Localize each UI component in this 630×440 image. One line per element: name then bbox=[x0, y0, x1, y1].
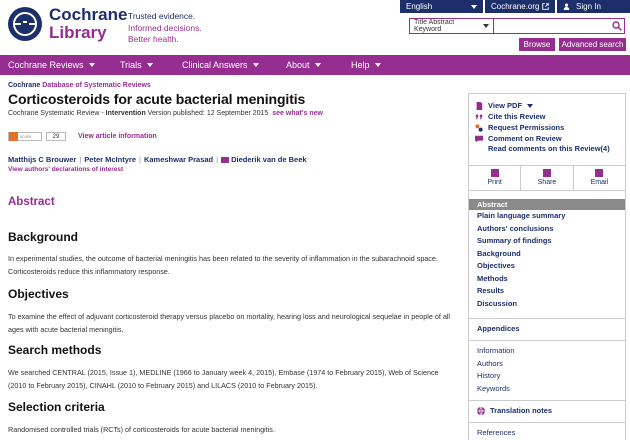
browse-row bbox=[515, 38, 626, 51]
comment-review-button[interactable] bbox=[475, 133, 625, 144]
references-group bbox=[469, 422, 625, 440]
share-label: Print bbox=[487, 179, 502, 186]
declarations-link[interactable]: View authors' declarations of interest bbox=[8, 166, 124, 173]
main-nav bbox=[0, 55, 630, 75]
search-field-label: Title Abstract Keyword bbox=[414, 19, 455, 33]
author-link[interactable]: Kameshwar Prasad bbox=[143, 155, 214, 164]
altmetric-icon bbox=[9, 132, 18, 141]
author-link[interactable]: Diederik van de Beek bbox=[231, 155, 307, 164]
whats-new-link[interactable]: see what's new bbox=[272, 110, 323, 117]
toc-item[interactable]: Keywords bbox=[477, 383, 510, 393]
toc-item[interactable]: Methods bbox=[477, 273, 508, 283]
section-text: Randomised controlled trials (RCTs) of corticosteroids for acute bacterial meningitis. bbox=[8, 425, 275, 434]
meta-type: Intervention bbox=[105, 110, 146, 117]
chevron-down-icon bbox=[147, 63, 153, 67]
action-label: Cite this Review bbox=[488, 112, 546, 121]
altmetric-row bbox=[8, 132, 157, 141]
tagline bbox=[128, 11, 202, 46]
tagline-line: Better health. bbox=[128, 34, 179, 44]
cochrane-logo[interactable] bbox=[8, 6, 127, 41]
section-heading: Search methods bbox=[8, 343, 102, 357]
share-button[interactable] bbox=[520, 166, 572, 190]
envelope-icon bbox=[221, 157, 229, 163]
view-pdf-button[interactable] bbox=[475, 100, 625, 111]
comment-icon bbox=[475, 135, 483, 143]
language-label: English bbox=[406, 2, 433, 11]
nav-label: Help bbox=[351, 60, 370, 70]
quote-icon bbox=[475, 113, 483, 121]
sign-in-button[interactable] bbox=[557, 0, 630, 13]
globe-icon bbox=[477, 407, 485, 415]
translation-notes-link[interactable] bbox=[469, 405, 625, 418]
share-row bbox=[469, 165, 625, 191]
info-group bbox=[469, 340, 625, 395]
action-label: Request Permissions bbox=[488, 123, 565, 132]
nav-label: About bbox=[286, 60, 310, 70]
toc-item[interactable]: Results bbox=[477, 286, 505, 295]
search-field-select[interactable] bbox=[409, 18, 494, 34]
toc-item-abstract[interactable]: Abstract bbox=[469, 199, 625, 210]
author-list: Matthijs C Brouwer | Peter McIntyre | Kameshwar Prasad | Diederik van de Beek bbox=[8, 155, 307, 164]
altmetric-score[interactable]: 29 bbox=[46, 132, 66, 141]
toc-item[interactable]: Plain language summary bbox=[477, 211, 566, 220]
email-button[interactable] bbox=[573, 166, 625, 190]
print-button[interactable] bbox=[469, 166, 520, 190]
toc-item-references[interactable]: References bbox=[477, 428, 516, 437]
meta-prefix: Cochrane Systematic Review - bbox=[8, 110, 106, 117]
email-icon bbox=[595, 169, 603, 177]
section-heading: Objectives bbox=[8, 287, 69, 301]
toc-item[interactable]: Discussion bbox=[477, 298, 518, 308]
section-text: In experimental studies, the outcome of bacterial meningitis has been related to the severity of inflammation in the subarachnoid space. Corticosteroids reduce this inflammatory response. bbox=[8, 254, 438, 276]
translation-group bbox=[469, 400, 625, 418]
page-title: Corticosteroids for acute bacterial meningitis bbox=[8, 91, 306, 107]
nav-help[interactable] bbox=[351, 60, 381, 70]
database-name[interactable]: Database of Systematic Reviews bbox=[42, 82, 151, 89]
nav-label: Cochrane Reviews bbox=[8, 60, 84, 70]
article-sidebar bbox=[468, 93, 626, 440]
nav-trials[interactable] bbox=[120, 60, 153, 70]
search-bar bbox=[409, 18, 625, 34]
altmetric-badge[interactable] bbox=[8, 132, 42, 141]
cochrane-org-link[interactable] bbox=[485, 0, 555, 13]
language-select[interactable] bbox=[400, 0, 483, 13]
read-comments-link[interactable]: Read comments on this Review(4) bbox=[488, 144, 610, 153]
toc-item[interactable]: Authors' conclusions bbox=[477, 223, 554, 233]
site-header bbox=[0, 0, 630, 55]
toc-item-appendices[interactable]: Appendices bbox=[477, 324, 520, 333]
cochrane-logo-icon bbox=[8, 7, 42, 41]
search-icon[interactable] bbox=[612, 21, 622, 31]
tagline-line: Trusted evidence. bbox=[128, 11, 196, 21]
nav-label: Trials bbox=[120, 60, 142, 70]
abstract-heading: Abstract bbox=[8, 196, 55, 208]
appendices-group bbox=[469, 318, 625, 336]
altmetric-label: score bbox=[20, 134, 32, 139]
toc-item[interactable]: Information bbox=[477, 346, 515, 355]
toc-item[interactable]: Objectives bbox=[477, 261, 515, 270]
nav-about[interactable] bbox=[286, 60, 321, 70]
nav-cochrane-reviews[interactable] bbox=[8, 60, 95, 70]
author-link[interactable]: Matthijs C Brouwer bbox=[8, 155, 77, 164]
chevron-down-icon bbox=[483, 24, 489, 28]
external-link-icon bbox=[542, 3, 549, 10]
chevron-down-icon bbox=[375, 63, 381, 67]
chevron-down-icon bbox=[315, 63, 321, 67]
action-label: Comment on Review bbox=[488, 134, 562, 143]
sign-in-label: Sign In bbox=[576, 2, 601, 11]
chevron-down-icon bbox=[527, 104, 533, 108]
section-text: To examine the effect of adjuvant corticosteroid therapy versus placebo on mortality, hearing loss and neurological sequelae in people of all ages with acute bacterial meningitis. bbox=[8, 312, 451, 334]
translation-label: Translation notes bbox=[490, 406, 553, 415]
article-info-link[interactable]: View article information bbox=[78, 133, 157, 140]
nav-clinical-answers[interactable] bbox=[182, 60, 259, 70]
browse-button[interactable]: Browse bbox=[519, 38, 555, 51]
article-main bbox=[8, 82, 460, 434]
logo-name: Cochrane bbox=[49, 5, 128, 24]
print-icon bbox=[491, 169, 499, 177]
meta-published: Version published: 12 September 2015 bbox=[147, 110, 269, 117]
share-icon bbox=[543, 169, 551, 177]
toc-item[interactable]: Summary of findings bbox=[477, 236, 552, 245]
chevron-down-icon bbox=[253, 63, 259, 67]
logo-sub: Library bbox=[49, 23, 107, 42]
cochrane-org-label: Cochrane.org bbox=[491, 2, 540, 11]
chevron-down-icon bbox=[89, 63, 95, 67]
advanced-search-button[interactable]: Advanced search bbox=[559, 38, 626, 51]
cite-review-button[interactable] bbox=[475, 111, 625, 122]
author-link[interactable]: Peter McIntyre bbox=[84, 155, 136, 164]
toc-item[interactable]: Authors bbox=[477, 358, 503, 368]
request-permissions-button[interactable] bbox=[475, 122, 625, 133]
table-of-contents bbox=[469, 199, 625, 310]
section-heading: Background bbox=[8, 230, 79, 244]
section-heading: Selection criteria bbox=[8, 400, 105, 414]
tagline-line: Informed decisions. bbox=[128, 22, 202, 33]
user-icon bbox=[563, 3, 570, 10]
database-org: Cochrane bbox=[8, 82, 41, 89]
action-label: View PDF bbox=[488, 101, 523, 110]
share-label: Email bbox=[590, 179, 609, 186]
permissions-icon bbox=[475, 124, 483, 132]
toc-item[interactable]: History bbox=[477, 371, 501, 380]
sidebar-actions bbox=[469, 94, 625, 155]
toc-item[interactable]: Background bbox=[477, 248, 521, 258]
section-text: We searched CENTRAL (2015, Issue 1), MEDLINE (1966 to January week 4, 2015), Embase (1974 to February 2015), Web of Science (2010 to February 2015), CINAHL (2010 to February 2015) and LILACS (2010 to February 2015). bbox=[8, 368, 439, 390]
search-input[interactable] bbox=[494, 18, 625, 34]
top-utility-bar bbox=[398, 0, 630, 13]
article-meta bbox=[8, 110, 460, 117]
pdf-icon bbox=[475, 102, 483, 110]
share-label: Share bbox=[537, 179, 557, 186]
chevron-down-icon bbox=[471, 5, 477, 9]
database-line bbox=[8, 82, 460, 89]
nav-label: Clinical Answers bbox=[182, 60, 248, 70]
